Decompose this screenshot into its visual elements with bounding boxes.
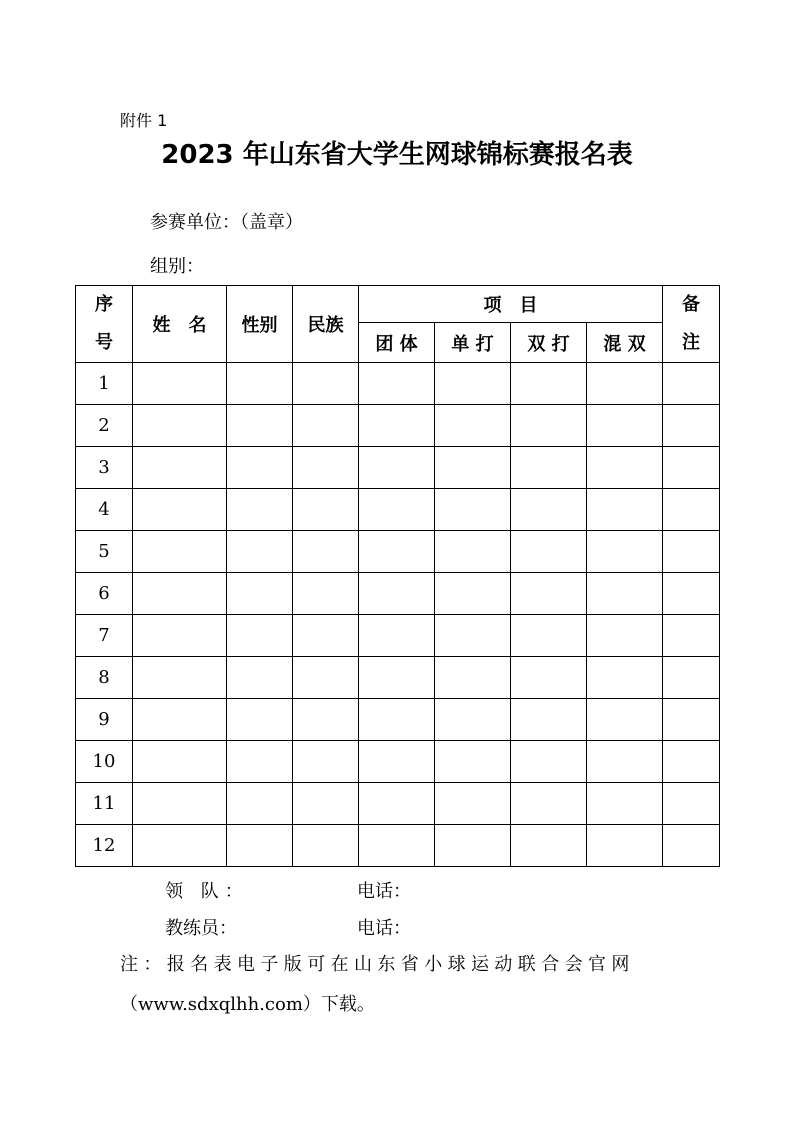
header-event-singles: 单 打 bbox=[435, 323, 511, 363]
note-line-1: 注：报名表电子版可在山东省小球运动联合会官网 bbox=[120, 954, 635, 975]
remarks-cell[interactable] bbox=[663, 405, 720, 447]
remarks-cell[interactable] bbox=[663, 531, 720, 573]
mixed-cell[interactable] bbox=[587, 615, 663, 657]
mixed-cell[interactable] bbox=[587, 573, 663, 615]
team-cell[interactable] bbox=[359, 447, 435, 489]
gender-cell[interactable] bbox=[227, 489, 293, 531]
mixed-cell[interactable] bbox=[587, 741, 663, 783]
row-number: 6 bbox=[76, 573, 133, 615]
table-row bbox=[76, 657, 720, 699]
name-cell[interactable] bbox=[133, 489, 227, 531]
singles-cell[interactable] bbox=[435, 699, 511, 741]
leader-label: 领 队： bbox=[165, 881, 249, 902]
gender-cell[interactable] bbox=[227, 363, 293, 405]
row-number: 7 bbox=[76, 615, 133, 657]
ethnicity-cell[interactable] bbox=[293, 489, 359, 531]
doubles-cell[interactable] bbox=[511, 405, 587, 447]
table-row bbox=[76, 363, 720, 405]
name-cell[interactable] bbox=[133, 657, 227, 699]
singles-cell[interactable] bbox=[435, 405, 511, 447]
mixed-cell[interactable] bbox=[587, 489, 663, 531]
header-seq-bottom: 号 bbox=[95, 332, 113, 353]
remarks-cell[interactable] bbox=[663, 573, 720, 615]
row-number: 3 bbox=[76, 447, 133, 489]
ethnicity-cell[interactable] bbox=[293, 783, 359, 825]
mixed-cell[interactable] bbox=[587, 447, 663, 489]
remarks-cell[interactable] bbox=[663, 615, 720, 657]
table-row bbox=[76, 783, 720, 825]
team-cell[interactable] bbox=[359, 531, 435, 573]
doubles-cell[interactable] bbox=[511, 573, 587, 615]
mixed-cell[interactable] bbox=[587, 531, 663, 573]
doubles-cell[interactable] bbox=[511, 363, 587, 405]
header-name: 姓 名 bbox=[133, 286, 227, 363]
row-number: 9 bbox=[76, 699, 133, 741]
table-body bbox=[76, 363, 720, 867]
team-cell[interactable] bbox=[359, 489, 435, 531]
doubles-cell[interactable] bbox=[511, 657, 587, 699]
row-number: 4 bbox=[76, 489, 133, 531]
name-cell[interactable] bbox=[133, 405, 227, 447]
gender-cell[interactable] bbox=[227, 615, 293, 657]
singles-cell[interactable] bbox=[435, 657, 511, 699]
mixed-cell[interactable] bbox=[587, 657, 663, 699]
ethnicity-cell[interactable] bbox=[293, 573, 359, 615]
mixed-cell[interactable] bbox=[587, 699, 663, 741]
table-row bbox=[76, 699, 720, 741]
row-number: 8 bbox=[76, 657, 133, 699]
singles-cell[interactable] bbox=[435, 573, 511, 615]
team-cell[interactable] bbox=[359, 573, 435, 615]
remarks-cell[interactable] bbox=[663, 741, 720, 783]
remarks-cell[interactable] bbox=[663, 825, 720, 867]
page-title: 2023 年山东省大学生网球锦标赛报名表 bbox=[161, 140, 633, 170]
gender-cell[interactable] bbox=[227, 405, 293, 447]
ethnicity-cell[interactable] bbox=[293, 405, 359, 447]
row-number: 5 bbox=[76, 531, 133, 573]
name-cell[interactable] bbox=[133, 573, 227, 615]
singles-cell[interactable] bbox=[435, 615, 511, 657]
group-label: 组别： bbox=[150, 256, 204, 277]
table-row bbox=[76, 489, 720, 531]
row-number: 10 bbox=[76, 741, 133, 783]
header-event-doubles: 双 打 bbox=[511, 323, 587, 363]
mixed-cell[interactable] bbox=[587, 783, 663, 825]
table-row bbox=[76, 741, 720, 783]
singles-cell[interactable] bbox=[435, 363, 511, 405]
ethnicity-cell[interactable] bbox=[293, 657, 359, 699]
gender-cell[interactable] bbox=[227, 783, 293, 825]
remarks-cell[interactable] bbox=[663, 783, 720, 825]
table-row bbox=[76, 447, 720, 489]
header-event-mixed: 混 双 bbox=[587, 323, 663, 363]
gender-cell[interactable] bbox=[227, 825, 293, 867]
name-cell[interactable] bbox=[133, 825, 227, 867]
ethnicity-cell[interactable] bbox=[293, 615, 359, 657]
row-number: 11 bbox=[76, 783, 133, 825]
remarks-cell[interactable] bbox=[663, 363, 720, 405]
doubles-cell[interactable] bbox=[511, 531, 587, 573]
header-remarks bbox=[663, 286, 720, 363]
team-cell[interactable] bbox=[359, 741, 435, 783]
coach-label: 教练员： bbox=[165, 918, 237, 939]
header-event-team: 团 体 bbox=[359, 323, 435, 363]
name-cell[interactable] bbox=[133, 699, 227, 741]
name-cell[interactable] bbox=[133, 741, 227, 783]
name-cell[interactable] bbox=[133, 615, 227, 657]
singles-cell[interactable] bbox=[435, 531, 511, 573]
remarks-cell[interactable] bbox=[663, 489, 720, 531]
ethnicity-cell[interactable] bbox=[293, 363, 359, 405]
header-events: 项 目 bbox=[359, 286, 663, 323]
remarks-cell[interactable] bbox=[663, 657, 720, 699]
table-row bbox=[76, 825, 720, 867]
team-cell[interactable] bbox=[359, 699, 435, 741]
attachment-label: 附件 1 bbox=[120, 111, 168, 130]
team-cell[interactable] bbox=[359, 363, 435, 405]
row-number: 12 bbox=[76, 825, 133, 867]
table-row bbox=[76, 573, 720, 615]
ethnicity-cell[interactable] bbox=[293, 825, 359, 867]
remarks-cell[interactable] bbox=[663, 447, 720, 489]
team-cell[interactable] bbox=[359, 783, 435, 825]
name-cell[interactable] bbox=[133, 447, 227, 489]
gender-cell[interactable] bbox=[227, 699, 293, 741]
coach-phone-label: 电话： bbox=[357, 918, 411, 939]
gender-cell[interactable] bbox=[227, 447, 293, 489]
mixed-cell[interactable] bbox=[587, 363, 663, 405]
doubles-cell[interactable] bbox=[511, 783, 587, 825]
singles-cell[interactable] bbox=[435, 783, 511, 825]
doubles-cell[interactable] bbox=[511, 825, 587, 867]
team-cell[interactable] bbox=[359, 825, 435, 867]
ethnicity-cell[interactable] bbox=[293, 447, 359, 489]
doubles-cell[interactable] bbox=[511, 447, 587, 489]
singles-cell[interactable] bbox=[435, 825, 511, 867]
ethnicity-cell[interactable] bbox=[293, 531, 359, 573]
singles-cell[interactable] bbox=[435, 741, 511, 783]
doubles-cell[interactable] bbox=[511, 741, 587, 783]
remarks-cell[interactable] bbox=[663, 699, 720, 741]
singles-cell[interactable] bbox=[435, 447, 511, 489]
row-number: 2 bbox=[76, 405, 133, 447]
team-cell[interactable] bbox=[359, 615, 435, 657]
doubles-cell[interactable] bbox=[511, 489, 587, 531]
gender-cell[interactable] bbox=[227, 531, 293, 573]
table-row bbox=[76, 405, 720, 447]
header-ethnicity: 民族 bbox=[293, 286, 359, 363]
leader-phone-label: 电话： bbox=[357, 881, 411, 902]
header-remarks-bottom: 注 bbox=[682, 332, 700, 353]
team-cell[interactable] bbox=[359, 405, 435, 447]
gender-cell[interactable] bbox=[227, 657, 293, 699]
team-cell[interactable] bbox=[359, 657, 435, 699]
mixed-cell[interactable] bbox=[587, 405, 663, 447]
mixed-cell[interactable] bbox=[587, 825, 663, 867]
row-number: 1 bbox=[76, 363, 133, 405]
doubles-cell[interactable] bbox=[511, 615, 587, 657]
ethnicity-cell[interactable] bbox=[293, 741, 359, 783]
table-row bbox=[76, 615, 720, 657]
ethnicity-cell[interactable] bbox=[293, 699, 359, 741]
registration-table bbox=[75, 285, 720, 867]
header-remarks-top: 备 bbox=[682, 294, 700, 315]
header-seq bbox=[76, 286, 133, 363]
table-row bbox=[76, 531, 720, 573]
name-cell[interactable] bbox=[133, 783, 227, 825]
doubles-cell[interactable] bbox=[511, 699, 587, 741]
header-gender: 性别 bbox=[227, 286, 293, 363]
gender-cell[interactable] bbox=[227, 573, 293, 615]
note-line-2: （www.sdxqlhh.com）下载。 bbox=[120, 994, 375, 1015]
name-cell[interactable] bbox=[133, 363, 227, 405]
gender-cell[interactable] bbox=[227, 741, 293, 783]
header-seq-top: 序 bbox=[95, 294, 113, 315]
unit-label: 参赛单位：（盖章） bbox=[150, 212, 303, 233]
singles-cell[interactable] bbox=[435, 489, 511, 531]
name-cell[interactable] bbox=[133, 531, 227, 573]
